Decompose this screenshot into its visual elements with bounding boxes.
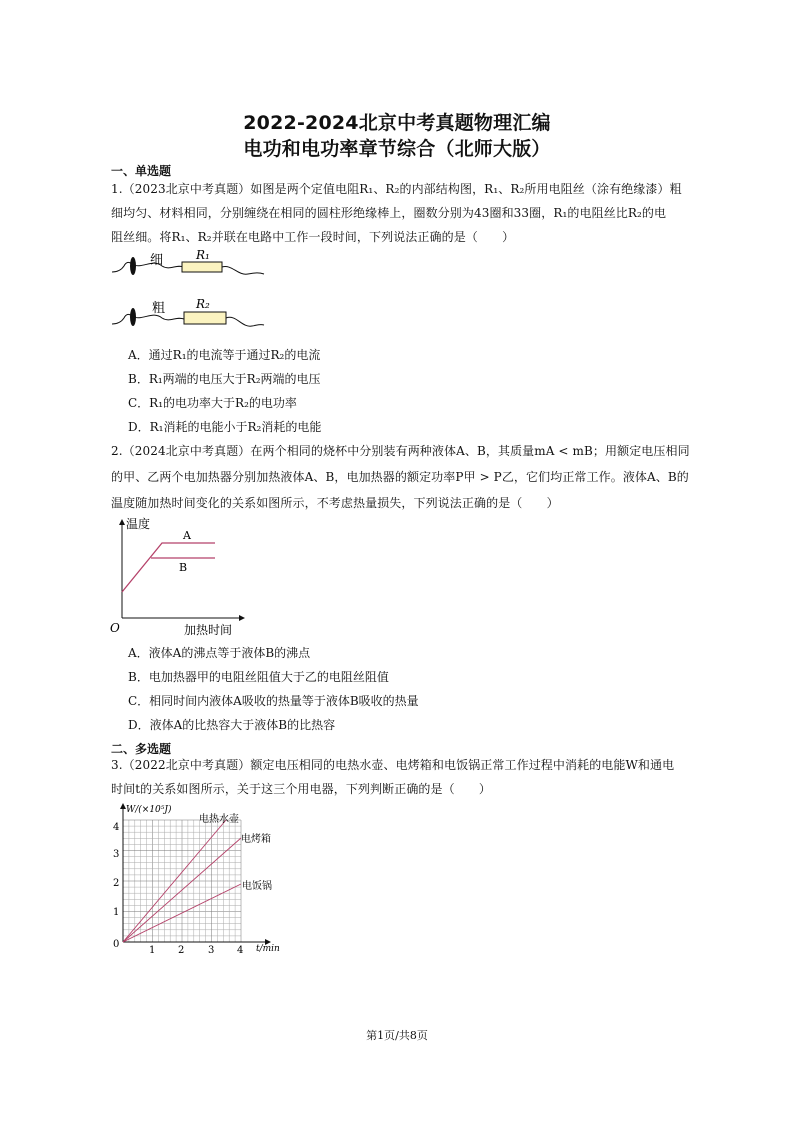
page-title: 2022-2024北京中考真题物理汇编 [243,112,551,134]
line-b-label: B [179,561,188,574]
q3-label-cooker: 电饭锅 [242,881,272,892]
q2-option-a: A．液体A的沸点等于液体B的沸点 [128,646,311,660]
q3-xtick-1: 1 [149,945,156,956]
curve-a [122,543,215,592]
section-heading-single: 一、单选题 [111,164,172,178]
page-subtitle: 电功和电功率章节综合（北师大版） [243,138,551,160]
q3-text-line1: 3.（2022北京中考真题）额定电压相同的电热水壶、电烤箱和电饭锅正常工作过程中消耗的电能W和通电 [111,758,675,772]
r2-label: R₂ [196,297,210,311]
resistor-r1 [112,248,264,275]
q1-resistor-figure [108,246,268,332]
q1-text-line2: 细均匀、材料相同，分别缠绕在相同的圆柱形绝缘棒上，圈数分别为43圈和33圈，R₁的电阻丝比R₂的电 [111,206,667,220]
q3-origin-label: 0 [113,939,120,950]
q3-ytick-2: 2 [113,878,120,889]
q2-option-c: C．相同时间内液体A吸收的热量等于液体B吸收的热量 [128,694,419,708]
y-axis-label: 温度 [126,517,151,531]
origin-label: O [110,621,120,635]
q2-text-line3: 温度随加热时间变化的关系如图所示，不考虑热量损失，下列说法正确的是（ ） [111,496,559,510]
x-axis-label: 加热时间 [184,623,233,637]
q1-option-a: A．通过R₁的电流等于通过R₂的电流 [128,348,321,362]
q3-label-kettle: 电热水壶 [199,814,239,825]
q3-x-axis-label: t/min [256,944,280,954]
q3-energy-time-graph [108,800,288,960]
q3-xtick-2: 2 [178,945,185,956]
q2-option-d: D．液体A的比热容大于液体B的比热容 [128,718,336,732]
section-heading-multi: 二、多选题 [111,742,172,756]
r1-label: R₁ [196,248,210,262]
q2-text-line2: 的甲、乙两个电加热器分别加热液体A、B，电加热器的额定功率P甲 > P乙，它们均正常工作。液体A、B的 [111,470,689,484]
r2-body [184,312,226,324]
q3-text-line2: 时间t的关系如图所示，关于这三个用电器，下列判断正确的是（ ） [111,782,492,796]
q2-option-b: B．电加热器甲的电阻丝阻值大于乙的电阻丝阻值 [128,670,389,684]
q2-text-line1: 2.（2024北京中考真题）在两个相同的烧杯中分别装有两种液体A、B，其质量mA < mB；用额定电压相同 [111,444,690,458]
q2-temperature-graph [108,512,248,640]
q3-xtick-4: 4 [237,945,244,956]
q3-grid [123,820,241,942]
line-a-label: A [183,529,191,542]
q3-ytick-1: 1 [113,907,120,918]
r1-body [182,262,222,272]
q1-text-line1: 1.（2023北京中考真题）如图是两个定值电阻R₁、R₂的内部结构图，R₁、R₂所用电阻丝（涂有绝缘漆）粗 [111,182,682,196]
q3-y-axis-label: W/(×10⁵J) [126,805,172,815]
q3-xtick-3: 3 [208,945,215,956]
q1-option-c: C．R₁的电功率大于R₂的电功率 [128,396,297,410]
thick-label: 粗 [152,301,166,316]
page-footer: 第1页/共8页 [366,1029,428,1042]
q3-ytick-3: 3 [113,849,120,860]
thin-label: 细 [150,253,164,268]
q1-option-b: B．R₁两端的电压大于R₂两端的电压 [128,372,321,386]
q3-ytick-4: 4 [113,822,120,833]
q1-option-d: D．R₁消耗的电能小于R₂消耗的电能 [128,420,322,434]
q3-label-oven: 电烤箱 [241,834,271,845]
q1-text-line3: 阻丝细。将R₁、R₂并联在电路中工作一段时间，下列说法正确的是（ ） [111,230,515,244]
resistor-r2 [112,297,264,326]
